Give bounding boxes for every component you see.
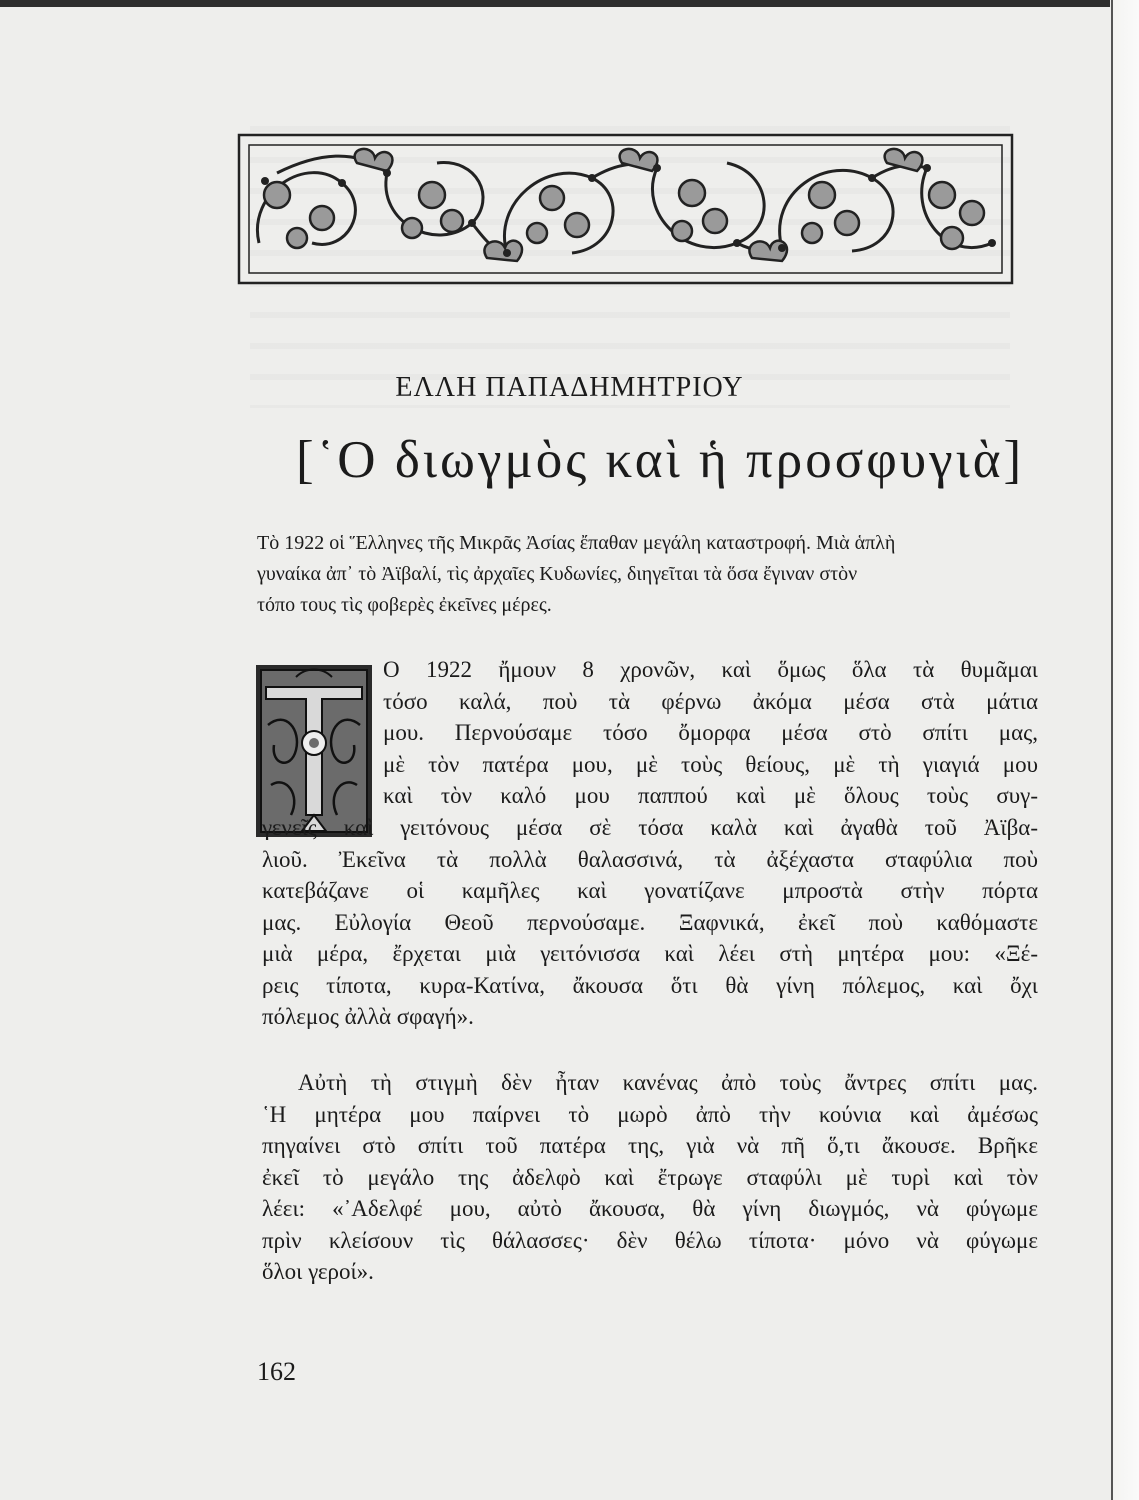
text-line: μὲ τὸν πατέρα μου, μὲ τοὺς θείους, μὲ τὴ γιαγιά μου [383, 751, 1038, 777]
paragraph-2 [262, 1067, 1038, 1288]
text-line: Αὐτὴ τὴ στιγμὴ δὲν ἦταν κανένας ἀπὸ τοὺς ἄντρες σπίτι μας. [298, 1070, 1038, 1095]
page-top-edge [0, 0, 1110, 7]
text-line: πηγαίνει στὸ σπίτι τοῦ πατέρα της, γιὰ νὰ πῆ ὅ,τι ἄκουσε. Βρῆκε [262, 1133, 1038, 1158]
author-name: ΕΛΛΗ ΠΑΠΑΔΗΜΗΤΡΙΟΥ [395, 372, 744, 403]
text-line: μου. Περνούσαμε τόσο ὄμορφα μέσα στὸ σπίτι μας, [383, 720, 1038, 745]
text-line: Ο 1922 ἤμουν 8 χρονῶν, καὶ ὅμως ὅλα τὰ θυμᾶμαι [383, 657, 1038, 682]
ornamental-header-band [237, 133, 1014, 285]
text-line: μας. Εὐλογία Θεοῦ περνούσαμε. Ξαφνικά, ἐκεῖ ποὺ καθόμαστε [262, 909, 1038, 935]
text-line: ρεις τίποτα, κυρα-Κατίνα, ἄκουσα ὅτι θὰ γίνη πόλεμος, καὶ ὄχι [262, 972, 1038, 998]
page-right-edge [1111, 0, 1139, 1500]
text-line: ὅλοι γεροί». [262, 1259, 374, 1284]
paragraph-1-beside-dropcap [383, 654, 1038, 812]
intro-line: γυναίκα ἀπ᾿ τὸ Ἀϊβαλί, τὶς ἀρχαῖες Κυδωνίες, διηγεῖται τὰ ὅσα ἔγιναν στὸν [257, 563, 858, 585]
paragraph-1-continued [262, 812, 1038, 1033]
text-line: ῾Η μητέρα μου παίρνει τὸ μωρὸ ἀπὸ τὴν κούνια καὶ ἀμέσως [262, 1101, 1038, 1127]
introduction-text [257, 528, 1037, 621]
text-line: πόλεμος ἀλλὰ σφαγή». [262, 1004, 474, 1029]
text-line: ἐκεῖ τὸ μεγάλο της ἀδελφὸ καὶ ἔτρωγε σταφύλι μὲ τυρὶ καὶ τὸν [262, 1164, 1038, 1190]
page-number: 162 [257, 1357, 296, 1386]
text-line: μιὰ μέρα, ἔρχεται μιὰ γειτόνισσα καὶ λέει στὴ μητέρα μου: «Ξέ- [262, 941, 1038, 966]
intro-line: Τὸ 1922 οἱ Ἕλληνες τῆς Μικρᾶς Ἀσίας ἔπαθαν μεγάλη καταστροφή. Μιὰ ἁπλὴ [257, 532, 896, 554]
chapter-title: [῾Ο διωγμὸς καὶ ἡ προσφυγιὰ] [296, 431, 1025, 489]
text-line: λέει: «᾿Αδελφέ μου, αὐτὸ ἄκουσα, θὰ γίνη διωγμός, νὰ φύγωμε [262, 1196, 1038, 1221]
text-line: πρὶν κλείσουν τὶς θάλασσες· δὲν θέλω τίποτα· μόνο νὰ φύγωμε [262, 1227, 1038, 1253]
text-line: τόσο καλά, ποὺ τὰ φέρνω ἀκόμα μέσα στὰ μάτια [383, 688, 1038, 714]
text-line: καὶ τὸν καλό μου παππού καὶ μὲ ὅλους τοὺς συγ- [383, 783, 1038, 808]
intro-line: τόπο τους τὶς φοβερὲς ἐκεῖνες μέρες. [257, 594, 552, 616]
text-line: γενεῖς καὶ γειτόνους μέσα σὲ τόσα καλὰ καὶ ἀγαθὰ τοῦ Ἀϊβα- [262, 815, 1038, 840]
text-line: κατεβάζανε οἱ καμῆλες καὶ γονατίζανε μπροστὰ στὴν πόρτα [262, 878, 1038, 903]
text-line: λιοῦ. Ἐκεῖνα τὰ πολλὰ θαλασσινά, τὰ ἀξέχαστα σταφύλια ποὺ [262, 846, 1038, 872]
